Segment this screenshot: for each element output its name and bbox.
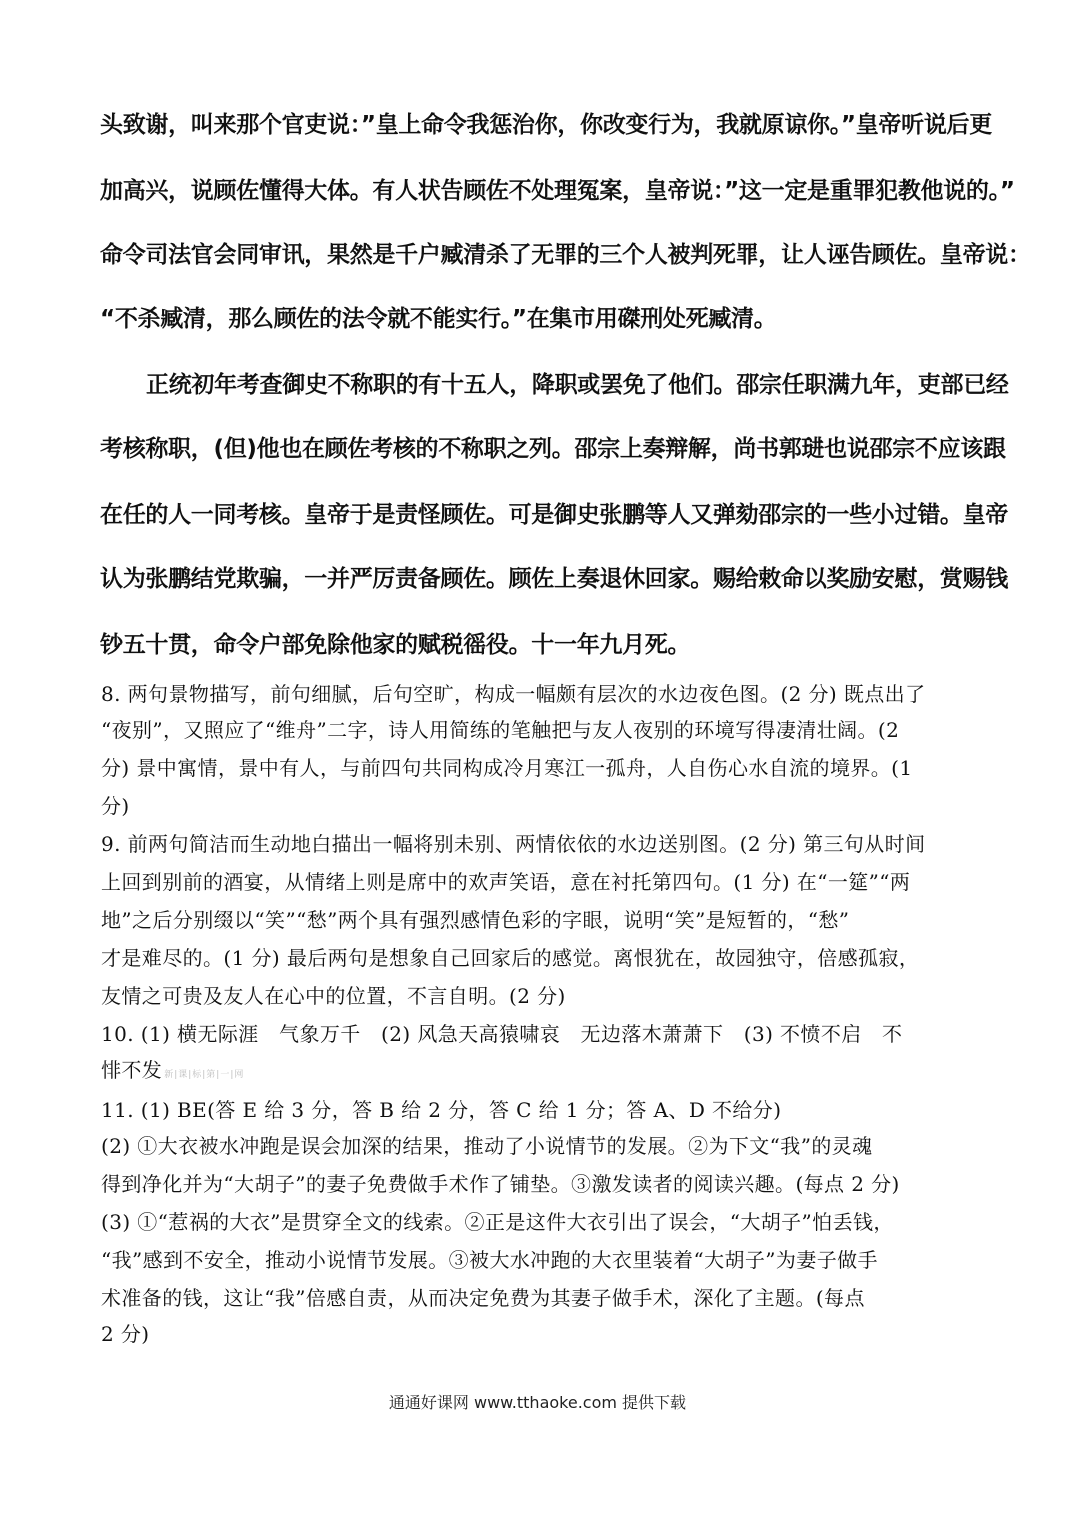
footer-download-note: 通通好课网 www.tthaoke.com 提供下载 — [388, 1393, 687, 1412]
translation-line: 命令司法官会同审讯，果然是千户臧清杀了无罪的三个人被判死罪，让人诬告顾佐。皇帝说： — [100, 242, 1031, 268]
translation-line: 加高兴，说顾佐懂得大体。有人状告顾佐不处理冤案，皇帝说：”这一定是重罪犯教他说的。” — [100, 178, 1015, 204]
answer-line: 8. 两句景物描写，前句细腻，后句空旷，构成一幅颇有层次的水边夜色图。(2 分) 既点出了 — [101, 682, 926, 706]
answer-line: 11. (1) BE(答 E 给 3 分，答 B 给 2 分，答 C 给 1 分；答 A、D 不给分) — [101, 1098, 782, 1122]
answer-line: 分) — [101, 794, 130, 818]
watermark: 新|课|标|第|一|网 — [164, 1070, 245, 1080]
translation-line: “不杀臧清，那么顾佐的法令就不能实行。”在集市用磔刑处死臧清。 — [100, 306, 777, 332]
answer-line: 上回到别前的酒宴，从情绪上则是席中的欢声笑语，意在衬托第四句。(1 分) 在“一筵”“两 — [101, 870, 911, 894]
translation-line: 考核称职，(但)他也在顾佐考核的不称职之列。邵宗上奏辩解，尚书郭琎也说邵宗不应该跟 — [100, 436, 1006, 462]
answer-line: “夜别”，又照应了“维舟”二字，诗人用简练的笔触把与友人夜别的环境写得凄清壮阔。(2 — [101, 718, 900, 742]
answer-line: 分) 景中寓情，景中有人，与前四句共同构成冷月寒江一孤舟，人自伤心水自流的境界。(1 — [101, 756, 913, 780]
answer-line: 地”之后分别缀以“笑”“愁”两个具有强烈感情色彩的字眼，说明“笑”是短暂的，“愁” — [101, 908, 850, 932]
translation-line: 头致谢，叫来那个官吏说：”皇上命令我惩治你，你改变行为，我就原谅你。”皇帝听说后更 — [100, 112, 992, 138]
translation-line: 认为张鹏结党欺骗，一并严厉责备顾佐。顾佐上奏退休回家。赐给敕命以奖励安慰，赏赐钱 — [100, 566, 1009, 592]
answer-line: 才是难尽的。(1 分) 最后两句是想象自己回家后的感觉。离恨犹在，故园独守，倍感孤寂， — [101, 946, 920, 970]
translation-line: 正统初年考查御史不称职的有十五人，降职或罢免了他们。邵宗任职满九年，吏部已经 — [146, 372, 1009, 398]
answer-line: 术准备的钱，这让“我”倍感自责，从而决定免费为其妻子做手术，深化了主题。(每点 — [101, 1286, 865, 1310]
answer-line: (3) ①“惹祸的大衣”是贯穿全文的线索。②正是这件大衣引出了误会，“大胡子”怕丢钱， — [101, 1210, 894, 1234]
answer-text: 悱不发 — [101, 1058, 163, 1082]
answer-line: 9. 前两句简洁而生动地白描出一幅将别未别、两情依依的水边送别图。(2 分) 第三句从时间 — [101, 832, 926, 856]
translation-line: 在任的人一同考核。皇帝于是责怪顾佐。可是御史张鹏等人又弹劾邵宗的一些小过错。皇帝 — [100, 502, 1009, 528]
answer-line: 2 分) — [101, 1322, 150, 1346]
answer-line: “我”感到不安全，推动小说情节发展。③被大水冲跑的大衣里装着“大胡子”为妻子做手 — [101, 1248, 878, 1272]
answer-line: 得到净化并为“大胡子”的妻子免费做手术作了铺垫。③激发读者的阅读兴趣。(每点 2 分) — [101, 1172, 900, 1196]
answer-line: 友情之可贵及友人在心中的位置，不言自明。(2 分) — [101, 984, 566, 1008]
answer-line: 10. (1) 横无际涯 气象万千 (2) 风急天高猿啸哀 无边落木萧萧下 (3) 不愤不启 不 — [101, 1022, 903, 1046]
translation-line: 钞五十贯，命令户部免除他家的赋税徭役。十一年九月死。 — [100, 632, 691, 658]
answer-line: (2) ①大衣被水冲跑是误会加深的结果，推动了小说情节的发展。②为下文“我”的灵魂 — [101, 1134, 873, 1158]
answer-line-with-watermark — [101, 1056, 981, 1089]
